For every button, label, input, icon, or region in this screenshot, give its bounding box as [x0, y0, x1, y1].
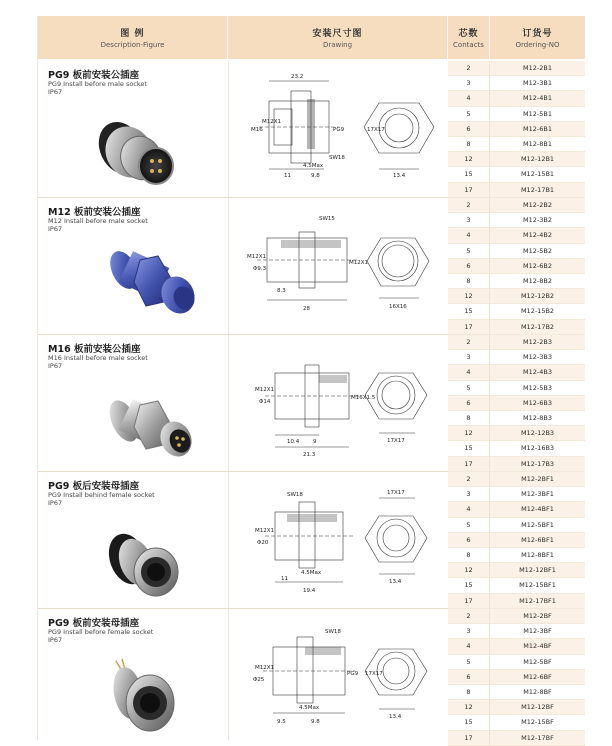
- header-drawing: [228, 16, 448, 59]
- contacts-cell: 3: [448, 76, 490, 91]
- table-row: [448, 487, 585, 502]
- table-row: [448, 61, 585, 76]
- contacts-cell: 15: [448, 167, 490, 182]
- dim-label: 28: [303, 306, 310, 312]
- dim-label: 17X17: [365, 671, 383, 677]
- dim-label: 9.8: [311, 173, 320, 179]
- product-rating: IP67: [48, 636, 63, 644]
- dim-label: 13.4: [393, 173, 406, 179]
- contacts-cell: 15: [448, 578, 490, 593]
- order-number-cell: M12-17BF: [490, 731, 585, 746]
- table-row: [448, 335, 585, 350]
- contacts-cell: 4: [448, 502, 490, 517]
- product-section-m16-male-front: [38, 335, 585, 472]
- contacts-cell: 6: [448, 533, 490, 548]
- table-row: [448, 563, 585, 578]
- table-row: [448, 624, 585, 639]
- drawing-cell: [228, 609, 448, 740]
- dim-label: 17X17: [387, 490, 405, 496]
- dim-label: M12X1: [349, 260, 369, 266]
- ordering-rows: [448, 198, 585, 335]
- table-row: [448, 700, 585, 715]
- contacts-cell: 15: [448, 304, 490, 319]
- order-number-cell: M12-15BF: [490, 715, 585, 730]
- dim-label: Φ25: [253, 677, 265, 683]
- product-subtitle: PG9 Install behind female socket: [48, 491, 155, 499]
- contacts-cell: 8: [448, 411, 490, 426]
- product-subtitle: M16 Install before male socket: [48, 354, 148, 362]
- table-row: [448, 320, 585, 335]
- contacts-cell: 2: [448, 198, 490, 213]
- contacts-cell: 17: [448, 457, 490, 472]
- contacts-cell: 5: [448, 655, 490, 670]
- dimension-drawing: [229, 609, 449, 740]
- contacts-cell: 8: [448, 137, 490, 152]
- drawing-cell: [228, 61, 448, 197]
- dimension-drawing: [229, 198, 449, 335]
- contacts-cell: 6: [448, 670, 490, 685]
- table-row: [448, 107, 585, 122]
- dim-label: 9: [313, 439, 317, 445]
- order-number-cell: M12-12B2: [490, 289, 585, 304]
- product-title: PG9 板前安装公插座: [48, 70, 140, 81]
- contacts-cell: 2: [448, 472, 490, 487]
- contacts-cell: 8: [448, 685, 490, 700]
- table-row: [448, 472, 585, 487]
- order-number-cell: M12-15BF1: [490, 578, 585, 593]
- order-number-cell: M12-8BF1: [490, 548, 585, 563]
- contacts-cell: 15: [448, 715, 490, 730]
- contacts-cell: 17: [448, 320, 490, 335]
- dim-label: 23.2: [291, 74, 304, 80]
- order-number-cell: M12-3BF: [490, 624, 585, 639]
- order-number-cell: M12-4B2: [490, 228, 585, 243]
- connector-photo: [38, 335, 228, 472]
- table-row: [448, 457, 585, 472]
- contacts-cell: 17: [448, 594, 490, 609]
- contacts-cell: 4: [448, 639, 490, 654]
- product-title: M12 板前安装公插座: [48, 207, 141, 218]
- dim-label: 10.4: [287, 439, 300, 445]
- figure-cell: [38, 472, 228, 608]
- dim-label: M12X1: [255, 528, 275, 534]
- table-row: [448, 91, 585, 106]
- order-number-cell: M12-3BF1: [490, 487, 585, 502]
- order-number-cell: M12-12B3: [490, 426, 585, 441]
- table-row: [448, 441, 585, 456]
- table-row: [448, 137, 585, 152]
- order-number-cell: M12-4B1: [490, 91, 585, 106]
- order-number-cell: M12-6B2: [490, 259, 585, 274]
- figure-cell: [38, 61, 228, 197]
- dim-label: 16X16: [389, 304, 407, 310]
- table-row: [448, 381, 585, 396]
- contacts-cell: 8: [448, 548, 490, 563]
- dim-label: PG9: [347, 671, 359, 677]
- dim-label: 9.5: [277, 719, 286, 725]
- dim-label: 8.3: [277, 288, 286, 294]
- product-rating: IP67: [48, 362, 63, 370]
- product-subtitle: PG9 Install before female socket: [48, 628, 154, 636]
- order-number-cell: M12-3B1: [490, 76, 585, 91]
- dim-label: 11: [284, 173, 291, 179]
- connector-photo: [38, 198, 228, 335]
- figure-cell: [38, 335, 228, 471]
- order-number-cell: M12-2BF: [490, 609, 585, 624]
- contacts-cell: 4: [448, 228, 490, 243]
- order-number-cell: M12-2B1: [490, 61, 585, 76]
- product-rating: IP67: [48, 499, 63, 507]
- dim-label: 13.4: [389, 579, 402, 585]
- dim-label: M12X1: [255, 665, 275, 671]
- ordering-rows: [448, 472, 585, 609]
- contacts-cell: 12: [448, 152, 490, 167]
- dim-label: 4.5Max: [301, 570, 322, 576]
- product-title: M16 板前安装公插座: [48, 344, 141, 355]
- order-number-cell: M12-6BF1: [490, 533, 585, 548]
- contacts-cell: 6: [448, 122, 490, 137]
- contacts-cell: 3: [448, 624, 490, 639]
- table-row: [448, 396, 585, 411]
- table-row: [448, 670, 585, 685]
- ordering-rows: [448, 61, 585, 198]
- dim-label: 17X17: [387, 438, 405, 444]
- order-number-cell: M12-17B2: [490, 320, 585, 335]
- order-number-cell: M12-4BF1: [490, 502, 585, 517]
- contacts-cell: 5: [448, 381, 490, 396]
- dim-label: SW18: [325, 629, 341, 635]
- contacts-cell: 3: [448, 487, 490, 502]
- contacts-cell: 15: [448, 441, 490, 456]
- contacts-cell: 3: [448, 350, 490, 365]
- drawing-cell: [228, 198, 448, 334]
- header-figure-cn: 图 例: [120, 29, 145, 39]
- header-ordering-en: Ordering-NO: [515, 41, 560, 49]
- dim-label: SW15: [319, 216, 335, 222]
- table-row: [448, 365, 585, 380]
- connector-photo: [38, 472, 228, 609]
- table-row: [448, 198, 585, 213]
- contacts-cell: 5: [448, 244, 490, 259]
- dim-label: M16: [251, 127, 263, 133]
- order-number-cell: M12-8B2: [490, 274, 585, 289]
- table-row: [448, 244, 585, 259]
- product-section-m12-male-front: [38, 198, 585, 335]
- table-row: [448, 152, 585, 167]
- product-rating: IP67: [48, 225, 63, 233]
- contacts-cell: 4: [448, 91, 490, 106]
- contacts-cell: 5: [448, 107, 490, 122]
- product-title: PG9 板后安装母插座: [48, 481, 140, 492]
- contacts-cell: 2: [448, 335, 490, 350]
- dimension-drawing: [229, 472, 449, 609]
- order-number-cell: M12-6B3: [490, 396, 585, 411]
- dim-label: M16X1.5: [351, 395, 376, 401]
- order-number-cell: M12-12BF1: [490, 563, 585, 578]
- product-subtitle: M12 Install before male socket: [48, 217, 148, 225]
- order-number-cell: M12-17B3: [490, 457, 585, 472]
- order-number-cell: M12-8B1: [490, 137, 585, 152]
- ordering-rows: [448, 609, 585, 746]
- order-number-cell: M12-15B1: [490, 167, 585, 182]
- table-row: [448, 304, 585, 319]
- order-number-cell: M12-5B2: [490, 244, 585, 259]
- header-contacts: [448, 16, 490, 59]
- order-number-cell: M12-8B3: [490, 411, 585, 426]
- connector-photo: [38, 609, 228, 740]
- dim-label: Φ20: [257, 540, 269, 546]
- product-subtitle: PG9 Install before male socket: [48, 80, 147, 88]
- header-drawing-en: Drawing: [322, 41, 353, 49]
- order-number-cell: M12-12B1: [490, 152, 585, 167]
- table-row: [448, 594, 585, 609]
- dim-label: M12X1: [247, 254, 267, 260]
- order-number-cell: M12-5B1: [490, 107, 585, 122]
- table-row: [448, 228, 585, 243]
- contacts-cell: 17: [448, 183, 490, 198]
- figure-cell: [38, 609, 228, 740]
- product-section-pg9-female-rear: [38, 472, 585, 609]
- header-drawing-cn: 安装尺寸图: [312, 29, 363, 39]
- contacts-cell: 4: [448, 365, 490, 380]
- connector-photo: [38, 61, 228, 198]
- dimension-drawing: [229, 335, 449, 472]
- table-row: [448, 578, 585, 593]
- contacts-cell: 5: [448, 518, 490, 533]
- header-contacts-cn: 芯数: [458, 29, 479, 39]
- table-row: [448, 350, 585, 365]
- contacts-cell: 3: [448, 213, 490, 228]
- product-catalog: [37, 16, 584, 740]
- header-contacts-en: Contacts: [453, 41, 484, 49]
- table-row: [448, 655, 585, 670]
- order-number-cell: M12-4B3: [490, 365, 585, 380]
- contacts-cell: 6: [448, 259, 490, 274]
- header-figure-en: Description-Figure: [100, 41, 165, 49]
- header-figure: [38, 16, 228, 59]
- table-row: [448, 183, 585, 198]
- contacts-cell: 12: [448, 563, 490, 578]
- table-row: [448, 609, 585, 624]
- figure-cell: [38, 198, 228, 334]
- table-row: [448, 518, 585, 533]
- order-number-cell: M12-8BF: [490, 685, 585, 700]
- table-row: [448, 213, 585, 228]
- header-ordering-cn: 订货号: [522, 29, 553, 39]
- contacts-cell: 6: [448, 396, 490, 411]
- dim-label: 21.3: [303, 452, 316, 458]
- order-number-cell: M12-6B1: [490, 122, 585, 137]
- dim-label: SW18: [329, 155, 345, 161]
- table-row: [448, 167, 585, 182]
- ordering-rows: [448, 335, 585, 472]
- dim-label: M12X1: [255, 387, 275, 393]
- product-rating: IP67: [48, 88, 63, 96]
- table-row: [448, 411, 585, 426]
- order-number-cell: M12-2B2: [490, 198, 585, 213]
- contacts-cell: 8: [448, 274, 490, 289]
- dim-label: Φ9.3: [253, 266, 267, 272]
- table-row: [448, 289, 585, 304]
- contacts-cell: 17: [448, 731, 490, 746]
- product-section-pg9-male-front: [38, 61, 585, 198]
- table-header: [38, 16, 585, 59]
- drawing-cell: [228, 335, 448, 471]
- order-number-cell: M12-3B2: [490, 213, 585, 228]
- dim-label: Φ14: [259, 399, 271, 405]
- order-number-cell: M12-12BF: [490, 700, 585, 715]
- table-row: [448, 259, 585, 274]
- dim-label: 17X17: [367, 127, 385, 133]
- table-row: [448, 274, 585, 289]
- table-row: [448, 548, 585, 563]
- order-number-cell: M12-2BF1: [490, 472, 585, 487]
- dim-label: 11: [281, 576, 288, 582]
- order-number-cell: M12-6BF: [490, 670, 585, 685]
- table-row: [448, 122, 585, 137]
- order-number-cell: M12-2B3: [490, 335, 585, 350]
- order-number-cell: M12-17BF1: [490, 594, 585, 609]
- order-number-cell: M12-3B3: [490, 350, 585, 365]
- dim-label: 19.4: [303, 588, 316, 594]
- order-number-cell: M12-5B3: [490, 381, 585, 396]
- table-row: [448, 731, 585, 746]
- contacts-cell: 2: [448, 609, 490, 624]
- table-row: [448, 76, 585, 91]
- dim-label: M12X1: [262, 119, 282, 125]
- table-row: [448, 639, 585, 654]
- product-section-pg9-female-front: [38, 609, 585, 740]
- dim-label: SW18: [287, 492, 303, 498]
- order-number-cell: M12-15B2: [490, 304, 585, 319]
- contacts-cell: 12: [448, 289, 490, 304]
- header-ordering: [490, 16, 585, 59]
- contacts-cell: 12: [448, 700, 490, 715]
- table-row: [448, 533, 585, 548]
- dim-label: 4.5Max: [303, 163, 324, 169]
- order-number-cell: M12-5BF1: [490, 518, 585, 533]
- dim-label: 4.5Max: [299, 705, 320, 711]
- product-title: PG9 板前安装母插座: [48, 618, 140, 629]
- contacts-cell: 12: [448, 426, 490, 441]
- order-number-cell: M12-5BF: [490, 655, 585, 670]
- contacts-cell: 2: [448, 61, 490, 76]
- order-number-cell: M12-4BF: [490, 639, 585, 654]
- order-number-cell: M12-17B1: [490, 183, 585, 198]
- table-row: [448, 426, 585, 441]
- dimension-drawing: [229, 61, 449, 198]
- dim-label: 13.4: [389, 714, 402, 720]
- order-number-cell: M12-16B3: [490, 441, 585, 456]
- drawing-cell: [228, 472, 448, 608]
- dim-label: PG9: [333, 127, 345, 133]
- table-row: [448, 502, 585, 517]
- table-row: [448, 685, 585, 700]
- dim-label: 9.8: [311, 719, 320, 725]
- table-row: [448, 715, 585, 730]
